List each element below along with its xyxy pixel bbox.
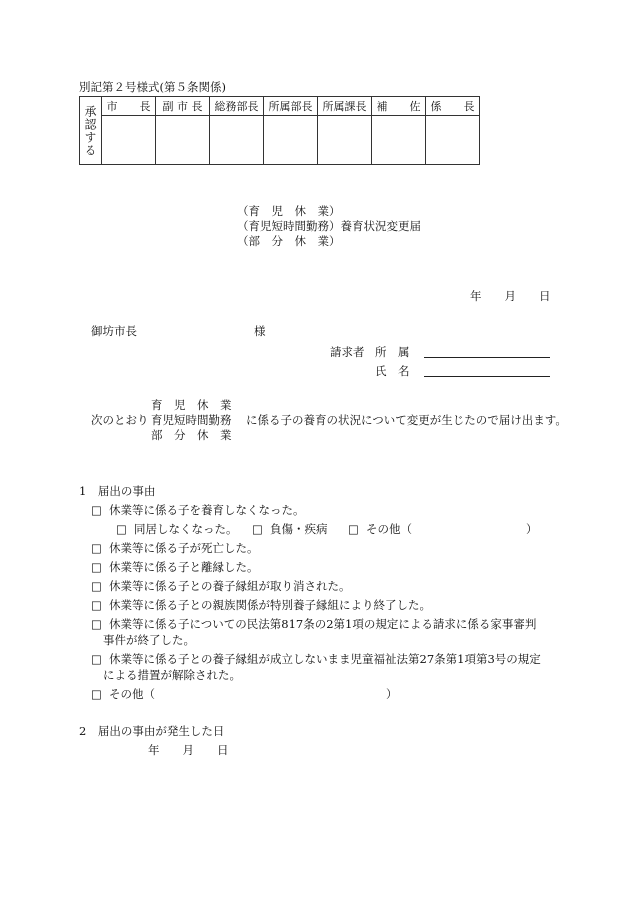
list-item: □ その他（ <box>91 687 155 701</box>
checkbox-icon[interactable]: □ <box>91 503 102 517</box>
checkbox-icon[interactable]: □ <box>91 652 102 666</box>
checkbox-icon[interactable]: □ <box>91 687 102 701</box>
approval-stamp-cell[interactable] <box>264 116 318 165</box>
intro-stack-mid: 育児短時間勤務 <box>151 413 232 427</box>
list-item: □ 休業等に係る子との親族関係が特別養子縁組により終了した。 <box>91 598 431 612</box>
list-item-continued: 事件が終了した。 <box>103 633 195 647</box>
list-item: □ 休業等に係る子と離縁した。 <box>91 560 259 574</box>
list-item: □ 休業等に係る子が死亡した。 <box>91 541 259 555</box>
checkbox-icon[interactable]: □ <box>348 522 359 536</box>
list-item: □ 休業等に係る子を養育しなくなった。 <box>91 503 305 517</box>
approval-col-general-affairs: 総務部長 <box>210 97 264 116</box>
date-line: 年 月 日 <box>470 289 551 303</box>
title-line-1: （育 児 休 業） <box>237 204 341 218</box>
addressee-name: 御坊市長 <box>91 324 137 338</box>
name-label: 氏 名 <box>375 364 410 378</box>
approval-stamp-cell[interactable] <box>102 116 156 165</box>
approval-stamp-cell[interactable] <box>210 116 264 165</box>
approval-stamp-cell[interactable] <box>156 116 210 165</box>
section2-heading: 2 届出の事由が発生した日 <box>79 724 225 738</box>
approval-stamp-cell[interactable] <box>318 116 372 165</box>
intro-stack-bottom: 部 分 休 業 <box>151 428 232 442</box>
paren-close: ） <box>526 522 538 536</box>
approval-col-unit-chief: 係 長 <box>426 97 480 116</box>
form-label: 別記第２号様式(第５条関係) <box>79 80 226 94</box>
approval-col-assistant: 補 佐 <box>372 97 426 116</box>
requester-label: 請求者 <box>330 345 365 359</box>
checkbox-icon[interactable]: □ <box>91 579 102 593</box>
list-item: □ 同居しなくなった。 <box>116 522 238 536</box>
approval-col-dept-director: 所属部長 <box>264 97 318 116</box>
approval-col-mayor: 市 長 <box>102 97 156 116</box>
approval-col-section-chief: 所属課長 <box>318 97 372 116</box>
list-item: □ 休業等に係る子との養子縁組が成立しないまま児童福祉法第27条第1項第3号の規定 <box>91 652 541 666</box>
list-item: □ その他（ <box>348 522 412 536</box>
checkbox-icon[interactable]: □ <box>91 598 102 612</box>
list-item-continued: による措置が解除された。 <box>103 668 241 682</box>
checkbox-icon[interactable]: □ <box>91 541 102 555</box>
checkbox-icon[interactable]: □ <box>116 522 127 536</box>
list-item: □ 休業等に係る子との養子縁組が取り消された。 <box>91 579 351 593</box>
intro-suffix: に係る子の養育の状況について変更が生じたので届け出ます。 <box>246 413 567 427</box>
affiliation-label: 所 属 <box>375 345 410 359</box>
affiliation-field[interactable] <box>424 357 550 358</box>
paren-close: ） <box>386 687 398 701</box>
approval-col-deputy-mayor: 副 市 長 <box>156 97 210 116</box>
checkbox-icon[interactable]: □ <box>252 522 263 536</box>
title-line-3: （部 分 休 業） <box>237 234 341 248</box>
intro-stack-top: 育 児 休 業 <box>151 398 232 412</box>
list-item: □ 休業等に係る子についての民法第817条の2第1項の規定による請求に係る家事審判 <box>91 617 537 631</box>
approval-side-label: 承認する <box>80 97 102 165</box>
title-line-2: （育児短時間勤務）養育状況変更届 <box>237 219 421 233</box>
name-field[interactable] <box>424 376 550 377</box>
checkbox-icon[interactable]: □ <box>91 560 102 574</box>
approval-table <box>79 96 480 165</box>
checkbox-icon[interactable]: □ <box>91 617 102 631</box>
approval-stamp-cell[interactable] <box>372 116 426 165</box>
intro-prefix: 次のとおり <box>91 413 149 427</box>
occurrence-date: 年 月 日 <box>148 743 229 757</box>
list-item: □ 負傷・疾病 <box>252 522 328 536</box>
addressee-honorific: 様 <box>254 324 266 338</box>
approval-stamp-cell[interactable] <box>426 116 480 165</box>
section1-heading: 1 届出の事由 <box>79 484 156 498</box>
